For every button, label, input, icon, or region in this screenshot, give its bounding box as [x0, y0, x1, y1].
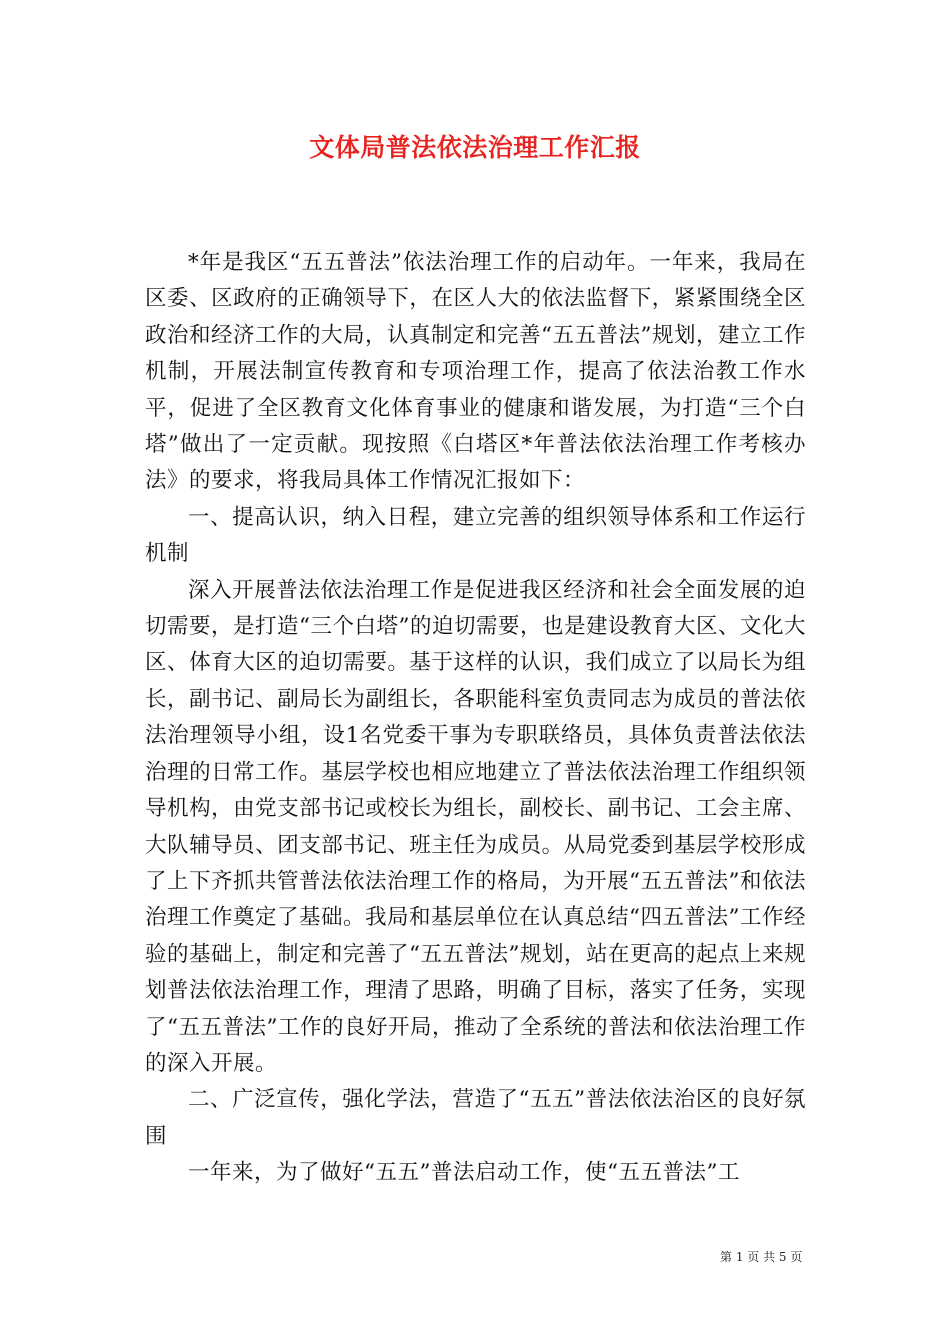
document-body	[145, 245, 806, 1192]
paragraph-section-2: 一年来，为了做好“五五”普法启动工作，使“五五普法”工	[188, 1160, 740, 1186]
page-number: 第 1 页 共 5 页	[720, 1250, 803, 1264]
section-heading-1: 一、提高认识，纳入日程，建立完善的组织领导体系和工作运行机制	[145, 504, 806, 567]
paragraph-section-1: 深入开展普法依法治理工作是促进我区经济和社会全面发展的迫切需要，是打造“三个白塔”的迫切需要，也是建设教育大区、文化大区、体育大区的迫切需要。基于这样的认识，我们成立了以局长为组长，副书记、副局长为副组长，各职能科室负责同志为成员的普法依法治理领导小组，设1名党委干事为专职联络员，具体负责普法依法治理的日常工作。基层学校也相应地建立了普法依法治理工作组织领导机构，由党支部书记或校长为组长，副校长、副书记、工会主席、大队辅导员、团支部书记、班主任为成员。从局党委到基层学校形成了上下齐抓共管普法依法治理工作的格局，为开展“五五普法”和依法治理工作奠定了基础。我局和基层单位在认真总结“四五普法”工作经验的基础上，制定和完善了“五五普法”规划，站在更高的起点上来规划普法依法治理工作，理清了思路，明确了目标，落实了任务，实现了“五五普法”工作的良好开局，推动了全系统的普法和依法治理工作的深入开展。	[145, 577, 806, 1076]
section-heading-2: 二、广泛宣传，强化学法，营造了“五五”普法依法治区的良好氛围	[145, 1087, 806, 1149]
document-title: 文体局普法依法治理工作汇报	[309, 133, 641, 162]
paragraph-intro: *年是我区“五五普法”依法治理工作的启动年。一年来，我局在区委、区政府的正确领导下，在区人大的依法监督下，紧紧围绕全区政治和经济工作的大局，认真制定和完善“五五普法”规划，建立工作机制，开展法制宣传教育和专项治理工作，提高了依法治教工作水平，促进了全区教育文化体育事业的健康和谐发展，为打造“三个白塔”做出了一定贡献。现按照《白塔区*年普法依法治理工作考核办法》的要求，将我局具体工作情况汇报如下：	[145, 250, 806, 494]
